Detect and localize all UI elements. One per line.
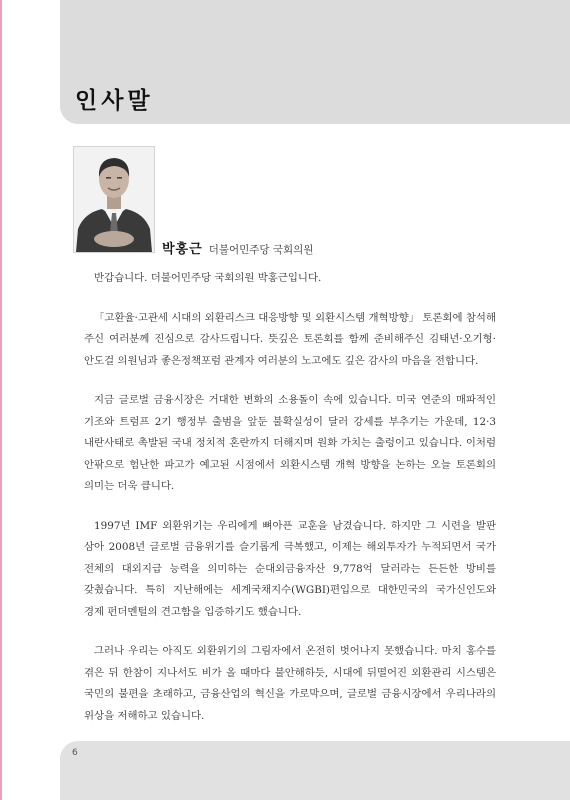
paragraph-greeting: 반갑습니다. 더불어민주당 국회의원 박홍근입니다. [94,272,322,284]
paragraph-challenges: 그러나 우리는 아직도 외환위기의 그림자에서 온전히 벗어나지 못했습니다. 마치 홍수를 겪은 뒤 한참이 지나서도 비가 올 때마다 불안해하듯, 시대에 뒤떨어진 외환관리 시스템은 국민의 불편을 초래하고, 금융산업의 혁신을 가로막으며, 글로벌 금융시장에서 우리나라의 위상을 저해하고 있습니다. [84,645,496,722]
author-byline [162,238,313,257]
portrait-image [74,147,154,252]
greeting-body [84,268,496,745]
author-portrait [73,146,155,253]
page-title: 인사말 [75,88,154,114]
page-number: 6 [72,748,78,758]
footer-band [60,741,570,800]
paragraph-thanks: 「고환율·고관세 시대의 외환리스크 대응방향 및 외환시스템 개혁방향」 토론회에 참석해 주신 여러분께 진심으로 감사드립니다. 뜻깊은 토론회를 함께 준비해주신 김태년·오기형·안도걸 의원님과 좋은정책포럼 관계자 여러분의 노고에도 깊은 감사의 마음을 전합니다. [84,311,496,367]
author-affiliation: 더불어민주당 국회의원 [208,244,314,256]
left-edge-strip [0,0,2,800]
author-name: 박홍근 [162,242,203,257]
paragraph-market: 지금 글로벌 금융시장은 거대한 변화의 소용돌이 속에 있습니다. 미국 연준의 매파적인 기조와 트럼프 2기 행정부 출범을 앞둔 불확실성이 달러 강세를 부추기는 가운데, 12·3 내란사태로 촉발된 국내 정치적 혼란까지 더해지며 원화 가치는 출렁이고 있습니다. 이처럼 안팎으로 험난한 파고가 예고된 시점에서 외환시스템 개혁 방향을 논하는 오늘 토론회의 의미는 더욱 큽니다. [84,394,496,492]
paragraph-history: 1997년 IMF 외환위기는 우리에게 뼈아픈 교훈을 남겼습니다. 하지만 그 시련을 발판 삼아 2008년 글로벌 금융위기를 슬기롭게 극복했고, 이제는 해외투자가 누적되면서 국가 전체의 대외지급 능력을 의미하는 순대외금융자산 9,778억 달러라는 든든한 방비를 갖췄습니다. 특히 지난해에는 세계국채지수(WGBI)편입으로 대한민국의 국가신인도와 경제 펀더멘털의 견고함을 입증하기도 했습니다. [84,519,496,618]
